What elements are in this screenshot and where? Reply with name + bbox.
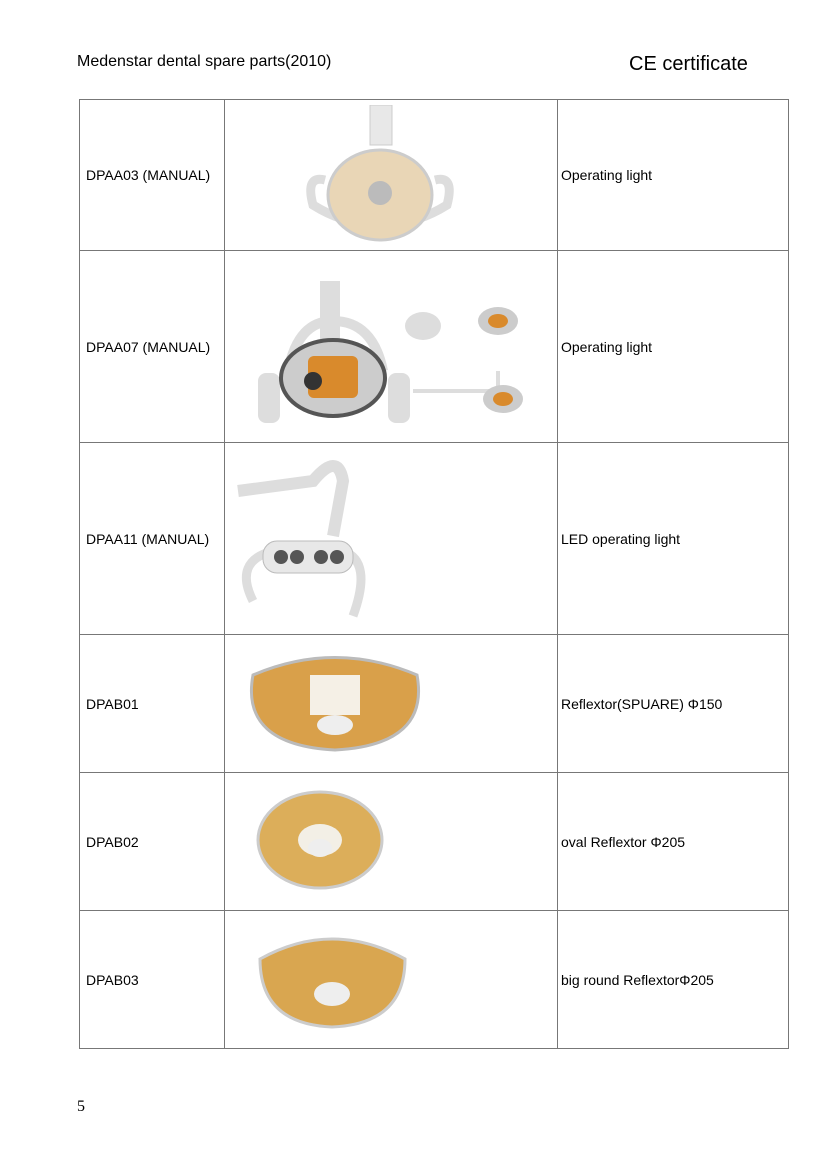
- part-description: Operating light: [558, 100, 789, 250]
- table-row: [80, 100, 789, 251]
- table-row: [80, 443, 789, 635]
- table-row: [80, 635, 789, 773]
- parts-table: [79, 99, 789, 1049]
- table-row: [80, 773, 789, 911]
- ce-certificate-label: CE certificate: [629, 53, 748, 75]
- part-code: DPAA07 (MANUAL): [80, 251, 225, 442]
- part-code: DPAB02: [80, 773, 225, 910]
- part-code: DPAA03 (MANUAL): [80, 100, 225, 250]
- part-code: DPAB01: [80, 635, 225, 772]
- table-row: [80, 251, 789, 443]
- part-description: oval Reflextor Φ205: [558, 773, 789, 910]
- document-title: Medenstar dental spare parts(2010): [77, 53, 332, 70]
- operating-light-variants-image: [225, 251, 558, 442]
- round-reflector-image: [225, 911, 558, 1048]
- table-row: [80, 911, 789, 1049]
- led-operating-light-image: [225, 443, 558, 634]
- part-description: LED operating light: [558, 443, 789, 634]
- part-description: Reflextor(SPUARE) Φ150: [558, 635, 789, 772]
- square-reflector-image: [225, 635, 558, 772]
- part-code: DPAB03: [80, 911, 225, 1048]
- page-number: 5: [77, 1098, 85, 1115]
- oval-reflector-image: [225, 773, 558, 910]
- part-code: DPAA11 (MANUAL): [80, 443, 225, 634]
- part-description: big round ReflextorΦ205: [558, 911, 789, 1048]
- part-description: Operating light: [558, 251, 789, 442]
- operating-light-image: [225, 100, 558, 250]
